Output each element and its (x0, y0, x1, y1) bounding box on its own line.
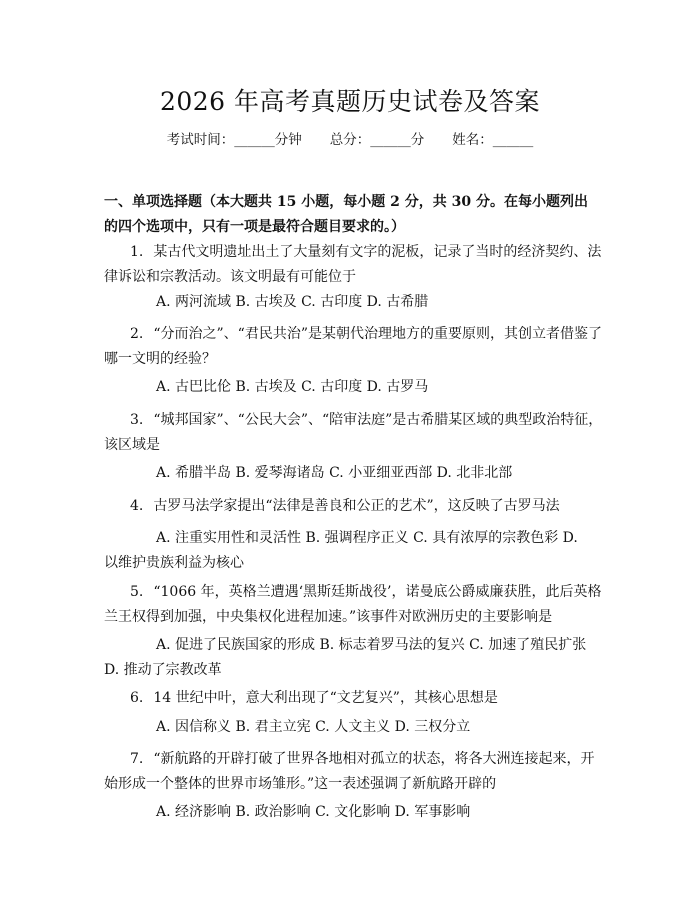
options-line: A. 注重实用性和灵活性 B. 强调程序正义 C. 具有浓厚的宗教色彩 D. (156, 530, 578, 546)
student-name-field (452, 130, 533, 150)
question-1-options: A. 两河流域 B. 古埃及 C. 古印度 D. 古希腊 (156, 294, 429, 310)
options-line: A. 促进了民族国家的形成 B. 标志着罗马法的复兴 C. 加速了殖民扩张 (156, 637, 587, 653)
section-heading: 一、单项选择题（本大题共 15 小题，每小题 2 分，共 30 分。在每小题列出的四个选项中，只有一项是最符合题目要求的。） (104, 194, 588, 235)
exam-info-line (0, 130, 700, 150)
question-number: 1. (130, 244, 144, 260)
question-3 (104, 408, 604, 458)
question-text: 14 世纪中叶，意大利出现了“文艺复兴”，其核心思想是 (153, 690, 498, 706)
exam-time-field (167, 130, 302, 150)
question-number: 4. (130, 498, 144, 514)
question-text: “1066 年，英格兰遭遇‘黑斯廷斯战役’，诺曼底公爵威廉获胜，此后英格兰王权得到加强，中央集权化进程加速。”该事件对欧洲历史的主要影响是 (104, 584, 602, 625)
question-text: “城邦国家”、“公民大会”、“陪审法庭”是古希腊某区域的典型政治特征，该区域是 (104, 412, 603, 453)
total-score-unit: 分 (410, 132, 425, 148)
exam-time-unit: 分钟 (274, 132, 302, 148)
question-2-options: A. 古巴比伦 B. 古埃及 C. 古印度 D. 古罗马 (156, 379, 429, 395)
question-number: 2. (130, 326, 144, 342)
options-continuation: 以维护贵族利益为核心 (104, 555, 244, 571)
question-text: 古罗马法学家提出“法律是善良和公正的艺术”，这反映了古罗马法 (153, 498, 560, 514)
exam-time-label: 考试时间： (166, 132, 235, 148)
student-name-label: 姓名： (452, 132, 493, 148)
question-7-options: A. 经济影响 B. 政治影响 C. 文化影响 D. 军事影响 (156, 804, 471, 820)
question-6-options: A. 因信称义 B. 君主立宪 C. 人文主义 D. 三权分立 (156, 719, 471, 735)
question-7 (104, 747, 604, 797)
question-4 (104, 494, 604, 519)
question-4-options (104, 526, 604, 576)
question-number: 7. (130, 751, 144, 767)
question-text: 某古代文明遗址出土了大量刻有文字的泥板，记录了当时的经济契约、法律诉讼和宗教活动。该文明最有可能位于 (104, 244, 602, 285)
total-score-field (330, 130, 425, 150)
question-1 (104, 240, 604, 290)
student-name-blank: ______ (492, 132, 534, 148)
question-5-options (104, 633, 604, 683)
exam-time-blank: ______ (234, 132, 275, 148)
question-number: 3. (130, 412, 144, 428)
question-number: 6. (130, 690, 144, 706)
question-3-options: A. 希腊半岛 B. 爱琴海诸岛 C. 小亚细亚西部 D. 北非北部 (156, 465, 513, 481)
page-title: 2026 年高考真题历史试卷及答案 (159, 87, 541, 116)
question-5 (104, 580, 604, 630)
question-2 (104, 322, 604, 372)
question-text: “分而治之”、“君民共治”是某朝代治理地方的重要原则，其创立者借鉴了哪一文明的经验？ (104, 326, 602, 367)
total-score-blank: ______ (370, 132, 411, 148)
question-6 (104, 686, 604, 711)
question-number: 5. (130, 584, 144, 600)
total-score-label: 总分： (329, 132, 371, 148)
options-continuation: D. 推动了宗教改革 (104, 662, 222, 678)
question-text: “新航路的开辟打破了世界各地相对孤立的状态，将各大洲连接起来，开始形成一个整体的世界市场雏形。”这一表述强调了新航路开辟的 (104, 751, 595, 792)
